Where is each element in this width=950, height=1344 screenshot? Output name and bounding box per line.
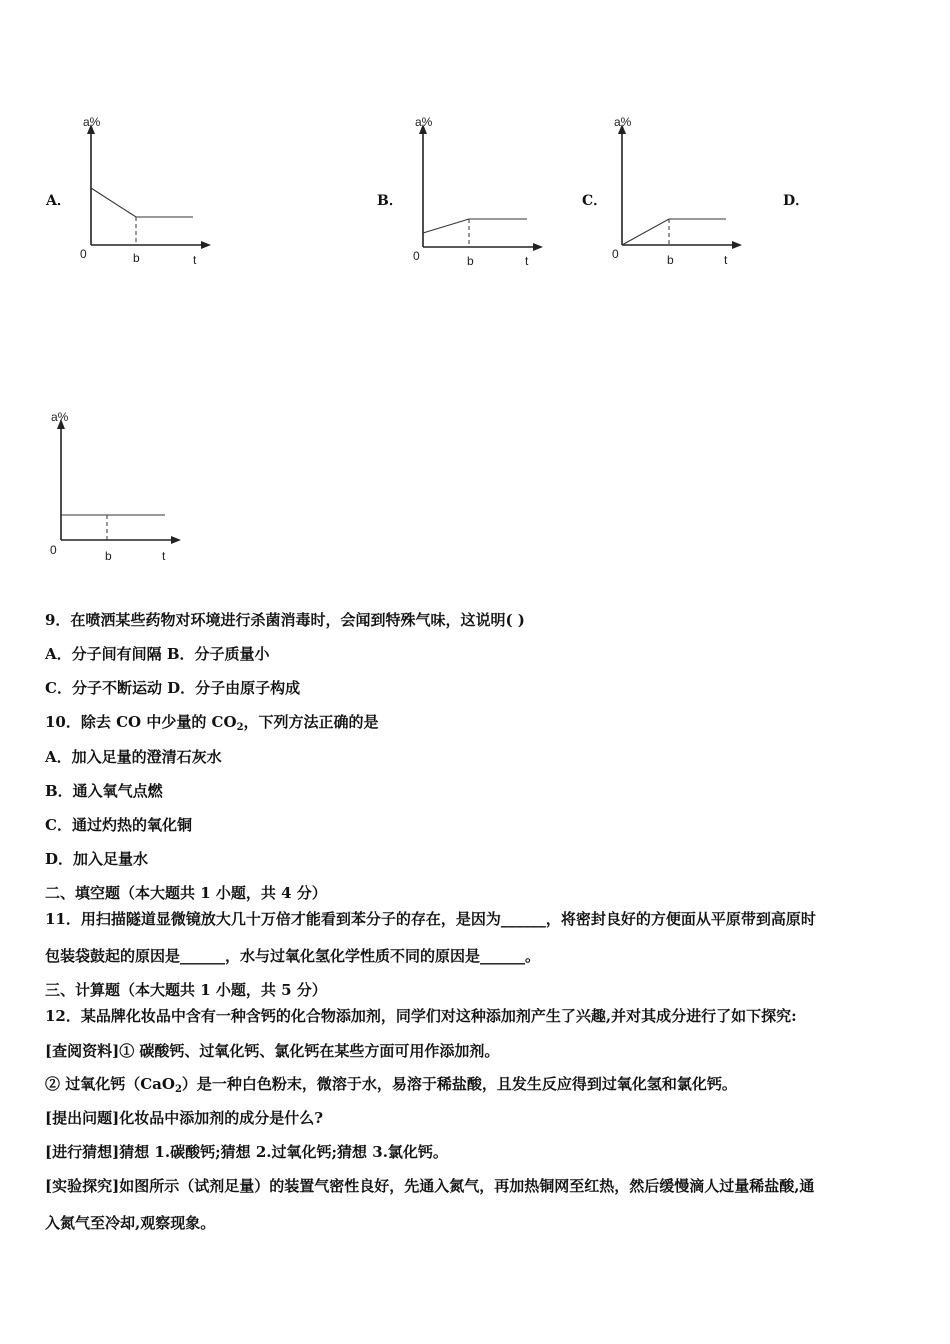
q12-line3-sub: 2 bbox=[174, 1084, 182, 1095]
q12-line4: [提出问题]化妆品中添加剂的成分是什么? bbox=[45, 1109, 323, 1127]
option-d-letter: D． bbox=[783, 193, 810, 209]
graph-d-b-label: b bbox=[105, 549, 112, 563]
graph-c-b-label: b bbox=[667, 253, 674, 267]
q12-line3 bbox=[45, 1073, 737, 1095]
q9-options-row2: C．分子不断运动 D．分子由原子构成 bbox=[45, 679, 301, 697]
q12-line5: [进行猜想]猜想 1.碳酸钙;猜想 2.过氧化钙;猜想 3.氯化钙。 bbox=[45, 1143, 448, 1161]
graph-c-t-label: t bbox=[724, 253, 728, 267]
graph-option-b bbox=[407, 110, 557, 274]
graph-b-curve bbox=[423, 219, 527, 233]
graph-d-origin: 0 bbox=[50, 543, 57, 557]
q10-stem-sub: 2 bbox=[236, 722, 244, 733]
q10-option-b: B．通入氧气点燃 bbox=[45, 782, 163, 800]
q10-stem bbox=[45, 711, 379, 733]
q12-line7: 入氮气至冷却,观察现象。 bbox=[45, 1214, 216, 1232]
option-c-letter: C． bbox=[582, 193, 608, 209]
graph-b-svg bbox=[407, 110, 557, 270]
q12-line3-pre: ② 过氧化钙（CaO bbox=[45, 1075, 175, 1093]
q10-stem-post: ，下列方法正确的是 bbox=[243, 713, 379, 731]
graph-b-y-label: a% bbox=[415, 115, 433, 129]
q9-options-row1: A．分子间有间隔 B．分子质量小 bbox=[45, 645, 270, 663]
graph-option-a bbox=[75, 110, 225, 274]
q11-line1: 11．用扫描隧道显微镜放大几十万倍才能看到苯分子的存在，是因为______，将密封良好的方便面从平原带到高原时 bbox=[45, 910, 816, 928]
graph-b-t-label: t bbox=[525, 254, 529, 268]
option-a-letter: A． bbox=[46, 193, 71, 209]
graph-c-origin: 0 bbox=[612, 247, 619, 261]
graph-option-d bbox=[45, 405, 195, 574]
graph-a-y-label: a% bbox=[83, 115, 101, 129]
q12-line3-post: ）是一种白色粉末，微溶于水，易溶于稀盐酸，且发生反应得到过氧化氢和氯化钙。 bbox=[181, 1075, 737, 1093]
graph-a-origin: 0 bbox=[80, 247, 87, 261]
q10-option-d: D．加入足量水 bbox=[45, 850, 149, 868]
graph-a-curve bbox=[91, 188, 193, 217]
q12-line6: [实验探究]如图所示（试剂足量）的装置气密性良好，先通入氮气，再加热铜网至红热，然后缓慢滴人过量稀盐酸,通 bbox=[45, 1177, 815, 1195]
q9-stem: 9．在喷洒某些药物对环境进行杀菌消毒时，会闻到特殊气味，这说明( ) bbox=[45, 611, 525, 629]
graph-d-svg bbox=[45, 405, 195, 570]
q12-line2: [查阅资料]① 碳酸钙、过氧化钙、氯化钙在某些方面可用作添加剂。 bbox=[45, 1042, 500, 1060]
q10-stem-pre: 10．除去 CO 中少量的 CO bbox=[45, 713, 237, 731]
graph-d-y-label: a% bbox=[51, 410, 69, 424]
graph-a-t-label: t bbox=[193, 253, 197, 267]
graph-c-svg bbox=[606, 110, 756, 270]
section-3-heading: 三、计算题（本大题共 1 小题，共 5 分） bbox=[45, 981, 327, 999]
option-b-letter: B． bbox=[377, 193, 403, 209]
q12-line1: 12．某品牌化妆品中含有一种含钙的化合物添加剂，同学们对这种添加剂产生了兴趣,并对其成分进行了如下探究: bbox=[45, 1007, 797, 1025]
graph-option-c bbox=[606, 110, 756, 274]
q10-option-c: C．通过灼热的氧化铜 bbox=[45, 816, 192, 834]
q11-line2: 包装袋鼓起的原因是______，水与过氧化氢化学性质不同的原因是______。 bbox=[45, 947, 541, 965]
graph-a-svg bbox=[75, 110, 225, 270]
q10-option-a: A．加入足量的澄清石灰水 bbox=[45, 748, 222, 766]
graph-b-origin: 0 bbox=[413, 249, 420, 263]
graph-d-t-label: t bbox=[162, 549, 166, 563]
graph-c-y-label: a% bbox=[614, 115, 632, 129]
graph-b-b-label: b bbox=[467, 254, 474, 268]
section-2-heading: 二、填空题（本大题共 1 小题，共 4 分） bbox=[45, 884, 327, 902]
graph-a-b-label: b bbox=[133, 251, 140, 265]
graph-c-curve bbox=[622, 219, 726, 245]
